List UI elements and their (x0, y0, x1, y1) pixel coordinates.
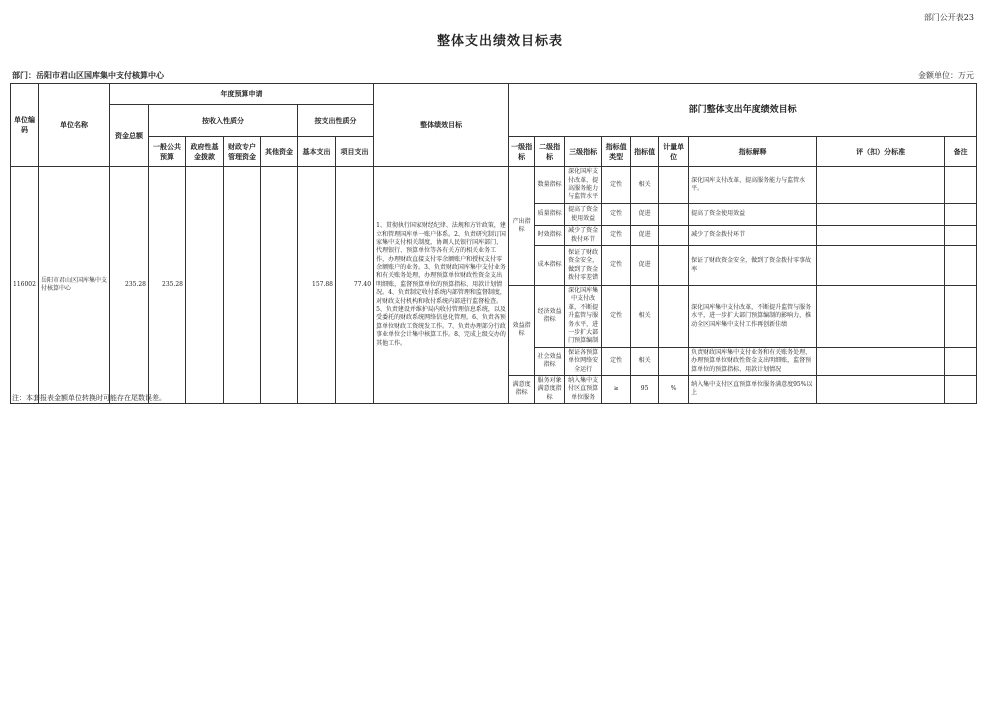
header-unit-code: 单位编码 (11, 84, 39, 167)
value-cell: 相关 (631, 286, 659, 348)
level3-cell: 深化国库支付改革，提高服务能力与监管水平 (565, 167, 602, 204)
measure-unit-cell: % (659, 375, 689, 403)
level3-cell: 减少了资金拨付环节 (565, 226, 602, 246)
header-fiscal-special: 财政专户管理资金 (224, 137, 261, 167)
level2-cell: 社会效益指标 (535, 347, 565, 375)
explanation-cell: 负责财政国库集中支付业务和有关账务处理，办理预算单位财政性资金支出明细账，监督预算单位的预算指标、用款计划情况 (689, 347, 817, 375)
measure-unit-cell (659, 204, 689, 226)
header-gov-fund: 政府性基金拨款 (186, 137, 224, 167)
header-project-expense: 项目支出 (336, 137, 374, 167)
remarks-cell (945, 167, 977, 204)
scoring-cell (817, 375, 945, 403)
header-overall-goal: 整体绩效目标 (374, 84, 509, 167)
header-level2: 二级指标 (535, 137, 565, 167)
project-expense-cell: 77.40 (336, 167, 374, 404)
performance-table (10, 83, 977, 404)
level2-cell: 成本指标 (535, 246, 565, 286)
overall-goal-text: 1、贯彻执行国家财经纪律、法规和方针政策，建立和管理国库单一账户体系。2、负责研究制订国家集中支付相关制度，协调人民银行国库部门、代理银行、预算单位等各有关方的相关业务工作，办理财政直接支付零余额账户和授权支付零余额账户的业务。3、负责财政国库集中支付业务和有关账务处理，办理预算单位财政性资金支出明细账，监督预算单位的预算指标、用款计划情况。4、负责制定收付系统内部管理和监督制度，对财政支付机构和收付系统内部进行监督检查。5、负责建设并维护局内收付管理信息系统，以及受委托的财政系统网络信息化管理。6、负责各预算单位财政工资统发工作。7、负责办理部分行政事业单位会计集中核算工作。8、完成上级交办的其他工作。 (374, 167, 509, 404)
page-title: 整体支出绩效目标表 (436, 34, 563, 49)
header-value: 指标值 (631, 137, 659, 167)
value-type-cell: ≥ (602, 375, 631, 403)
value-cell: 促进 (631, 246, 659, 286)
header-level1: 一级指标 (509, 137, 535, 167)
total-funds-cell: 235.28 (110, 167, 149, 404)
measure-unit-cell (659, 347, 689, 375)
header-explanation: 指标解释 (689, 137, 817, 167)
measure-unit-cell (659, 167, 689, 204)
footnote: 注：本套报表金额单位转换时可能存在尾数误差。 (12, 394, 166, 402)
header-total-funds: 资金总额 (110, 105, 149, 167)
value-cell: 促进 (631, 226, 659, 246)
header-unit-name: 单位名称 (39, 84, 110, 167)
explanation-cell: 提高了资金使用效益 (689, 204, 817, 226)
value-type-cell: 定性 (602, 167, 631, 204)
explanation-cell: 纳入集中支付区直预算单位服务满意度95%以上 (689, 375, 817, 403)
header-by-expense: 按支出性质分 (298, 105, 374, 137)
level3-cell: 深化国库集中支付改革，不断提升监管与服务水平，进一步扩大部门预算编制 (565, 286, 602, 348)
scoring-cell (817, 167, 945, 204)
header-general-budget: 一般公共预算 (149, 137, 186, 167)
other-funds-cell (261, 167, 298, 404)
measure-unit-cell (659, 226, 689, 246)
value-cell: 相关 (631, 167, 659, 204)
table-number-tag: 部门公开表23 (923, 13, 974, 22)
header-basic-expense: 基本支出 (298, 137, 336, 167)
measure-unit-cell (659, 246, 689, 286)
header-remarks: 备注 (945, 137, 977, 167)
level2-cell: 时效指标 (535, 226, 565, 246)
department-label: 部门：岳阳市君山区国库集中支付核算中心 (12, 70, 164, 80)
level3-cell: 保证了财政资金安全，做到了资金拨付零差错 (565, 246, 602, 286)
value-type-cell: 定性 (602, 204, 631, 226)
remarks-cell (945, 226, 977, 246)
scoring-cell (817, 246, 945, 286)
value-type-cell: 定性 (602, 347, 631, 375)
currency-unit-label: 金额单位：万元 (918, 71, 974, 80)
scoring-cell (817, 204, 945, 226)
explanation-cell: 减少了资金拨付环节 (689, 226, 817, 246)
unit-code-cell: 116002 (11, 167, 39, 404)
scoring-cell (817, 286, 945, 348)
general-budget-cell: 235.28 (149, 167, 186, 404)
header-dept-goals: 部门整体支出年度绩效目标 (509, 84, 977, 137)
value-cell: 促进 (631, 204, 659, 226)
level1-output: 产出指标 (509, 167, 535, 286)
remarks-cell (945, 286, 977, 348)
level2-cell: 数量指标 (535, 167, 565, 204)
value-cell: 相关 (631, 347, 659, 375)
level2-cell: 服务对象满意度指标 (535, 375, 565, 403)
scoring-cell (817, 347, 945, 375)
remarks-cell (945, 246, 977, 286)
explanation-cell: 深化国库集中支付改革，不断提升监管与服务水平，进一步扩大部门预算编制的影响力，推动全区国库集中支付工作再创新佳绩 (689, 286, 817, 348)
value-type-cell: 定性 (602, 246, 631, 286)
level3-cell: 纳入集中支付区直预算单位服务 (565, 375, 602, 403)
level3-cell: 提高了资金使用效益 (565, 204, 602, 226)
level2-cell: 质量指标 (535, 204, 565, 226)
remarks-cell (945, 204, 977, 226)
level3-cell: 保证各预算单位网络安全运行 (565, 347, 602, 375)
header-annual-budget: 年度预算申请 (110, 84, 374, 105)
value-type-cell: 定性 (602, 286, 631, 348)
value-cell: 95 (631, 375, 659, 403)
fiscal-special-cell (224, 167, 261, 404)
measure-unit-cell (659, 286, 689, 348)
level1-satisfaction: 满意度指标 (509, 375, 535, 403)
header-measure-unit: 计量单位 (659, 137, 689, 167)
remarks-cell (945, 347, 977, 375)
remarks-cell (945, 375, 977, 403)
gov-fund-cell (186, 167, 224, 404)
level2-cell: 经济效益指标 (535, 286, 565, 348)
unit-name-cell: 岳阳市君山区国库集中支付核算中心 (39, 167, 110, 404)
value-type-cell: 定性 (602, 226, 631, 246)
explanation-cell: 保证了财政资金安全，做到了资金拨付零事故率 (689, 246, 817, 286)
header-scoring: 评（扣）分标准 (817, 137, 945, 167)
scoring-cell (817, 226, 945, 246)
header-by-income: 按收入性质分 (149, 105, 298, 137)
header-other-funds: 其他资金 (261, 137, 298, 167)
basic-expense-cell: 157.88 (298, 167, 336, 404)
header-level3: 三级指标 (565, 137, 602, 167)
level1-effect: 效益指标 (509, 286, 535, 376)
explanation-cell: 深化国库支付改革，提高服务能力与监管水平。 (689, 167, 817, 204)
header-value-type: 指标值类型 (602, 137, 631, 167)
